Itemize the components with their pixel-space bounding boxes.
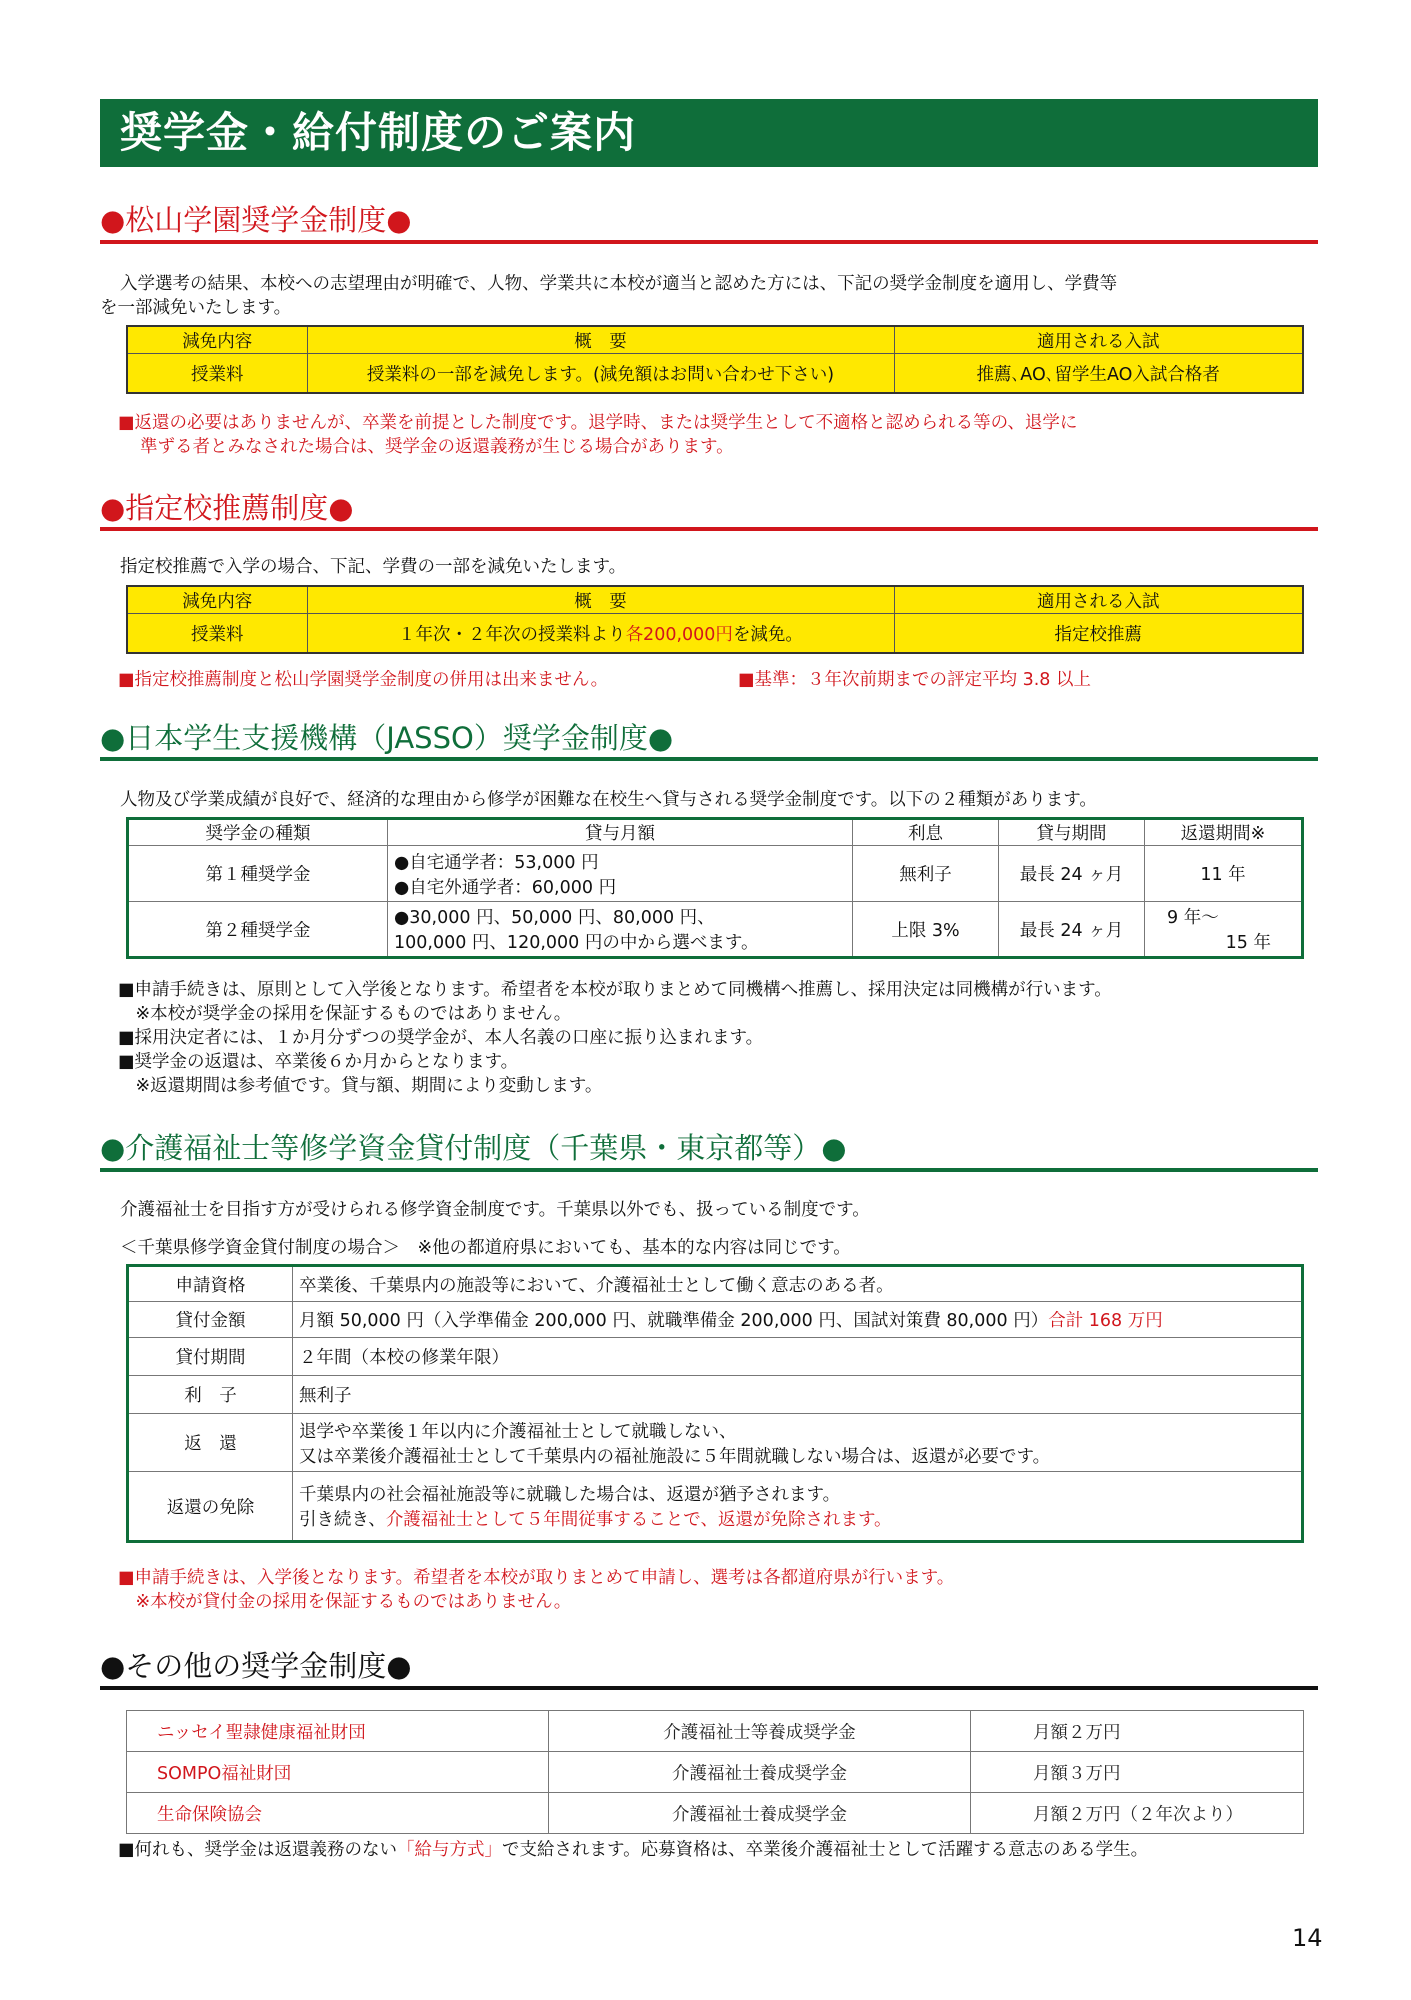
s1-intro-line2: を一部減免いたします。 bbox=[100, 298, 292, 318]
s1-intro-line1: 入学選考の結果、本校への志望理由が明確で、人物、学業共に本校が適当と認めた方には、下記の奨学金制度を適用し、学費等 bbox=[120, 274, 1118, 294]
s3-amount-cell bbox=[388, 902, 853, 958]
s4-value-text: 引き続き、 bbox=[299, 1510, 386, 1530]
s4-value-cell bbox=[293, 1302, 1303, 1338]
s4-subtitle: ＜千葉県修学資金貸付制度の場合＞ ※他の都道府県においても、基本的な内容は同じです。 bbox=[120, 1238, 851, 1258]
s4-value-line: 退学や卒業後１年以内に介護福祉士として就職しない、 bbox=[299, 1421, 737, 1442]
s2-table bbox=[126, 585, 1304, 654]
s5-amount-cell: 月額３万円 bbox=[971, 1752, 1304, 1793]
section-title-designated: ●指定校推薦制度● bbox=[100, 491, 354, 525]
s5-name-cell: 介護福祉士等養成奨学金 bbox=[549, 1711, 971, 1752]
s3-amount-line: ●30,000 円、50,000 円、80,000 円、 bbox=[394, 908, 715, 928]
s3-note: ■申請手続きは、原則として入学後となります。希望者を本校が取りまとめて同機構へ推薦し、採用決定は同機構が行います。 bbox=[118, 980, 1112, 1000]
s4-label-cell: 貸付金額 bbox=[128, 1302, 293, 1338]
s5-name-cell: 介護福祉士養成奨学金 bbox=[549, 1793, 971, 1834]
s4-label-cell: 利 子 bbox=[128, 1376, 293, 1414]
s5-org-cell: SOMPO福祉財団 bbox=[127, 1752, 549, 1793]
s3-period-cell: 最長 24 ヶ月 bbox=[999, 846, 1145, 902]
s2-note-criteria: ■基準：３年次前期までの評定平均 3.8 以上 bbox=[738, 670, 1091, 690]
page-banner: 奨学金・給付制度のご案内 bbox=[100, 99, 1318, 167]
s5-org-cell: ニッセイ聖隷健康福祉財団 bbox=[127, 1711, 549, 1752]
s3-repay-cell bbox=[1145, 902, 1303, 958]
s3-header-cell: 貸与月額 bbox=[388, 819, 853, 846]
s2-intro: 指定校推薦で入学の場合、下記、学費の一部を減免いたします。 bbox=[120, 557, 627, 577]
s3-header-cell: 奨学金の種類 bbox=[128, 819, 388, 846]
section-rule bbox=[100, 1686, 1318, 1690]
s4-table bbox=[126, 1264, 1304, 1543]
s2-cell-summary bbox=[307, 614, 894, 654]
s4-label-cell: 返還の免除 bbox=[128, 1472, 293, 1542]
s3-repay-line: 15 年 bbox=[1225, 933, 1271, 953]
s3-repay-line: 9 年〜 bbox=[1167, 908, 1219, 928]
s3-amount-cell bbox=[388, 846, 853, 902]
s2-header-cell: 適用される入試 bbox=[894, 586, 1303, 614]
s3-amount-line: ●自宅通学者：53,000 円 bbox=[394, 852, 599, 873]
s4-value-line: 又は卒業後介護福祉士として千葉県内の福祉施設に５年間就職しない場合は、返還が必要です。 bbox=[299, 1446, 1051, 1467]
s1-header-cell: 適用される入試 bbox=[894, 326, 1303, 354]
s3-interest-cell: 無利子 bbox=[853, 846, 999, 902]
s4-value-cell: 無利子 bbox=[293, 1376, 1303, 1414]
s2-cell-exam: 指定校推薦 bbox=[894, 614, 1303, 654]
s2-header-cell: 減免内容 bbox=[127, 586, 307, 614]
s4-value-text: 月額 50,000 円（入学準備金 200,000 円、就職準備金 200,000 円、国試対策費 80,000 円） bbox=[299, 1311, 1049, 1331]
s5-amount-cell: 月額２万円（２年次より） bbox=[971, 1793, 1304, 1834]
s1-cell-type: 授業料 bbox=[127, 354, 307, 394]
s3-repay-cell: 11 年 bbox=[1145, 846, 1303, 902]
s5-table bbox=[126, 1710, 1304, 1834]
s4-exemption-condition: 介護福祉士として５年間従事することで、返還が免除されます。 bbox=[385, 1510, 892, 1530]
s4-label-cell: 申請資格 bbox=[128, 1266, 293, 1302]
s1-note-line2: 準ずる者とみなされた場合は、奨学金の返還義務が生じる場合があります。 bbox=[140, 437, 734, 457]
section-title-other: ●その他の奨学金制度● bbox=[100, 1649, 412, 1683]
s4-note-line2: ※本校が貸付金の採用を保証するものではありません。 bbox=[118, 1592, 572, 1612]
section-rule bbox=[100, 527, 1318, 531]
s4-value-cell bbox=[293, 1472, 1303, 1542]
s4-intro: 介護福祉士を目指す方が受けられる修学資金制度です。千葉県以外でも、扱っている制度です。 bbox=[120, 1200, 870, 1220]
s4-value-line: 千葉県内の社会福祉施設等に就職した場合は、返還が猶予されます。 bbox=[299, 1485, 841, 1505]
section-title-matsuyama: ●松山学園奨学金制度● bbox=[100, 203, 412, 237]
s3-header-cell: 返還期間※ bbox=[1145, 819, 1303, 846]
s1-header-cell: 減免内容 bbox=[127, 326, 307, 354]
s3-intro: 人物及び学業成績が良好で、経済的な理由から修学が困難な在校生へ貸与される奨学金制度です。以下の２種類があります。 bbox=[120, 790, 1097, 810]
s4-value-line bbox=[299, 1506, 1295, 1531]
s5-org-cell: 生命保険協会 bbox=[127, 1793, 549, 1834]
section-rule bbox=[100, 757, 1318, 761]
s2-cell-type: 授業料 bbox=[127, 614, 307, 654]
s1-note-line1: ■返還の必要はありませんが、卒業を前提とした制度です。退学時、または奨学生として不適格と認められる等の、退学に bbox=[118, 413, 1078, 433]
section-rule bbox=[100, 240, 1318, 244]
s2-summary-amount: 各200,000円 bbox=[625, 624, 733, 645]
s3-type-cell: 第２種奨学金 bbox=[128, 902, 388, 958]
page-number: 14 bbox=[1292, 1924, 1323, 1952]
s5-note-text: ■何れも、奨学金は返還義務のない bbox=[118, 1840, 398, 1860]
s3-type-cell: 第１種奨学金 bbox=[128, 846, 388, 902]
s3-note: ※本校が奨学金の採用を保証するものではありません。 bbox=[118, 1004, 572, 1024]
s2-header-cell: 概 要 bbox=[307, 586, 894, 614]
s1-header-cell: 概 要 bbox=[307, 326, 894, 354]
s2-summary-pre: １年次・２年次の授業料より bbox=[398, 624, 626, 645]
s1-table bbox=[126, 325, 1304, 394]
section-title-jasso: ●日本学生支援機構（JASSO）奨学金制度● bbox=[100, 721, 674, 755]
s5-note-text: で支給されます。応募資格は、卒業後介護福祉士として活躍する意志のある学生。 bbox=[502, 1840, 1149, 1860]
s4-value-cell: 卒業後、千葉県内の施設等において、介護福祉士として働く意志のある者。 bbox=[293, 1266, 1303, 1302]
s5-amount-cell: 月額２万円 bbox=[971, 1711, 1304, 1752]
s2-summary-post: を減免。 bbox=[732, 624, 803, 645]
s4-note-line1: ■申請手続きは、入学後となります。希望者を本校が取りまとめて申請し、選考は各都道府県が行います。 bbox=[118, 1568, 955, 1588]
s3-note: ■奨学金の返還は、卒業後６か月からとなります。 bbox=[118, 1052, 519, 1072]
s3-note: ■採用決定者には、１か月分ずつの奨学金が、本人名義の口座に振り込まれます。 bbox=[118, 1028, 764, 1048]
s4-value-cell bbox=[293, 1414, 1303, 1472]
s4-label-cell: 貸付期間 bbox=[128, 1338, 293, 1376]
s3-interest-cell: 上限 3% bbox=[853, 902, 999, 958]
s5-note-highlight: 「給与方式」 bbox=[397, 1840, 503, 1860]
s2-note-combo: ■指定校推薦制度と松山学園奨学金制度の併用は出来ません。 bbox=[118, 670, 609, 690]
s3-note: ※返還期間は参考値です。貸与額、期間により変動します。 bbox=[118, 1076, 603, 1096]
s1-cell-exam: 推薦､AO､留学生AO入試合格者 bbox=[894, 354, 1303, 394]
s3-header-cell: 貸与期間 bbox=[999, 819, 1145, 846]
s4-value-cell: ２年間（本校の修業年限） bbox=[293, 1338, 1303, 1376]
s3-table bbox=[126, 817, 1304, 959]
s5-name-cell: 介護福祉士養成奨学金 bbox=[549, 1752, 971, 1793]
s3-period-cell: 最長 24 ヶ月 bbox=[999, 902, 1145, 958]
s4-total-amount: 合計 168 万円 bbox=[1048, 1311, 1163, 1331]
section-title-care-loan: ●介護福祉士等修学資金貸付制度（千葉県・東京都等）● bbox=[100, 1131, 847, 1165]
s3-amount-line: ●自宅外通学者：60,000 円 bbox=[394, 877, 617, 898]
s3-header-cell: 利息 bbox=[853, 819, 999, 846]
section-rule bbox=[100, 1168, 1318, 1172]
s1-cell-summary: 授業料の一部を減免します。(減免額はお問い合わせ下さい) bbox=[307, 354, 894, 394]
s3-amount-line: 100,000 円、120,000 円の中から選べます。 bbox=[394, 933, 759, 953]
s5-note bbox=[118, 1838, 1148, 1862]
s4-label-cell: 返 還 bbox=[128, 1414, 293, 1472]
